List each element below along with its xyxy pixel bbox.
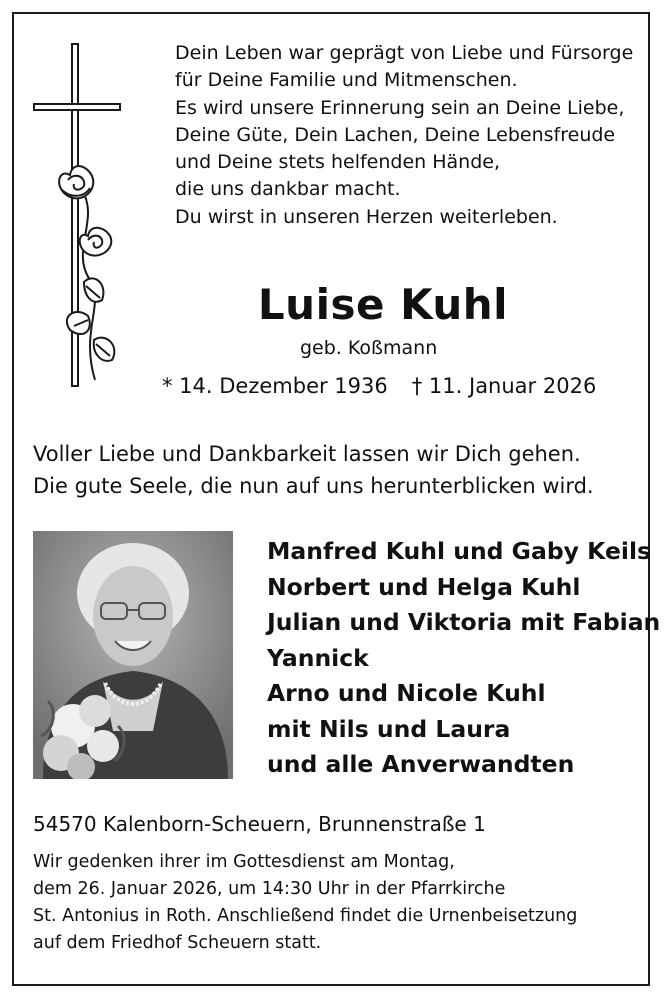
mourner-line: Julian und Viktoria mit Fabian	[267, 608, 661, 636]
mourners-list	[267, 534, 660, 783]
mourner-line: und alle Anverwandten	[267, 750, 575, 778]
deceased-name-heading	[0, 280, 666, 329]
poem-line: Deine Güte, Dein Lachen, Deine Lebensfreude	[175, 123, 616, 146]
portrait-illustration	[33, 531, 233, 779]
life-dates	[162, 374, 596, 398]
poem-line: die uns dankbar macht.	[175, 178, 401, 201]
service-line: St. Antonius in Roth. Anschließend findet die Urnenbeisetzung	[33, 906, 578, 926]
poem-line: Du wirst in unseren Herzen weiterleben.	[175, 205, 558, 228]
mourner-line: Yannick	[267, 643, 369, 672]
farewell-line: Die gute Seele, die nun auf uns herunterblicken wird.	[33, 474, 594, 498]
service-line: dem 26. Januar 2026, um 14:30 Uhr in der Pfarrkirche	[33, 879, 506, 899]
farewell-line: Voller Liebe und Dankbarkeit lassen wir Dich gehen.	[33, 442, 581, 466]
cross-with-roses-icon	[30, 40, 130, 390]
address: 54570 Kalenborn-Scheuern, Brunnenstraße 1	[33, 812, 486, 836]
service-info	[33, 849, 577, 957]
mourner-line: Manfred Kuhl und Gaby Keils	[267, 537, 651, 565]
deceased-name: Luise Kuhl	[257, 280, 509, 329]
poem-line: Dein Leben war geprägt von Liebe und Fürsorge	[175, 42, 634, 64]
mourner-line: Arno und Nicole Kuhl	[267, 679, 546, 707]
death-date: † 11. Januar 2026	[411, 374, 597, 398]
mourner-line: mit Nils und Laura	[267, 714, 511, 743]
poem-text	[175, 40, 633, 231]
service-line: Wir gedenken ihrer im Gottesdienst am Montag,	[33, 852, 455, 872]
portrait-photo	[33, 531, 233, 779]
poem-line: und Deine stets helfenden Hände,	[175, 151, 501, 174]
service-line: auf dem Friedhof Scheuern statt.	[33, 933, 322, 953]
poem-line: Es wird unsere Erinnerung sein an Deine Liebe,	[175, 96, 625, 119]
poem-line: für Deine Familie und Mitmenschen.	[175, 69, 518, 92]
birth-date: * 14. Dezember 1936	[162, 374, 388, 398]
birth-name: geb. Koßmann	[300, 337, 438, 359]
mourner-line: Norbert und Helga Kuhl	[267, 572, 581, 601]
farewell-text	[33, 438, 594, 502]
